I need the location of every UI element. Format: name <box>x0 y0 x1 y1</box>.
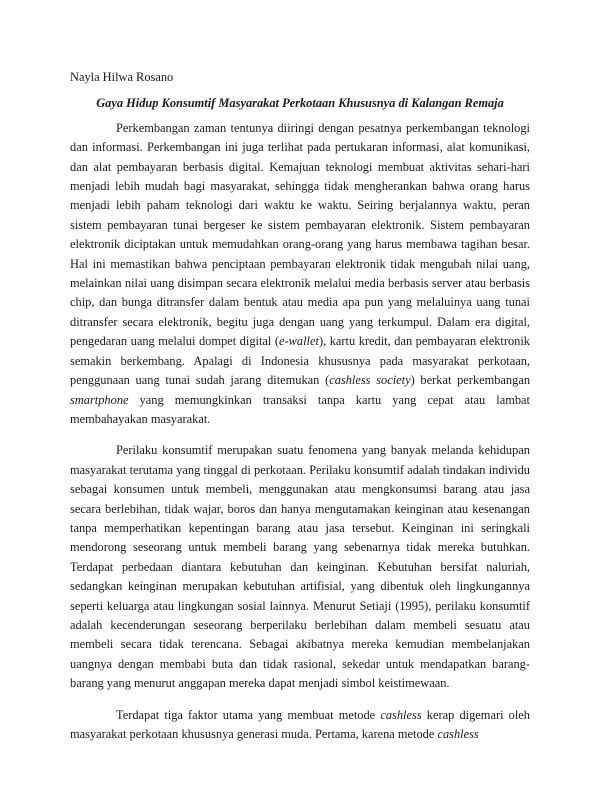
text-segment: kerap digemari oleh masyarakat perkotaan khususnya generasi muda. Pertama, karena metode <box>70 707 531 741</box>
text-segment: Perkembangan zaman tentunya diiringi dengan pesatnya perkembangan teknologi dan informasi. Perkembangan ini juga terlihat pada pertukaran informasi, alat komunikasi, dan alat pembayaran berbasis digital. Kemajuan teknologi membuat aktivitas sehari-hari menjadi lebih mudah bagi masyarakat, sehingga tidak mengherankan bahwa orang harus menjadi lebih paham teknologi dari waktu ke waktu. Seiring berjalannya waktu, peran sistem pembayaran tunai bergeser ke sistem pembayaran elektronik. Sistem pembayaran elektronik diciptakan untuk memudahkan orang-orang yang harus membawa tagihan besar. Hal ini memastikan bahwa penciptaan pembayaran elektronik tidak mengubah nilai uang, melainkan nilai uang disimpan secara elektronik melalui media berbasis server atau berbasis chip, dan bunga ditransfer dalam bentuk atau media apa pun yang melaluinya uang tunai ditransfer secara elektronik, begitu juga dengan uang yang terkumpul. Dalam era digital, pengedaran uang melalui dompet digital ( <box>70 120 530 349</box>
document-body <box>70 119 530 745</box>
italic-term: e-wallet <box>279 334 319 349</box>
italic-term: cashless society <box>329 373 411 388</box>
text-segment: ) berkat perkembangan <box>410 373 531 388</box>
paragraph <box>70 119 530 430</box>
author-name: Nayla Hilwa Rosano <box>70 70 174 84</box>
paragraph <box>70 706 530 745</box>
italic-term: cashless <box>437 727 479 741</box>
text-segment: ), kartu kredit, dan pembayaran elektronik semakin berkembang. Apalagi di Indonesia khususnya pada masyarakat perkotaan, penggunaan uang tunai sudah jarang ditemukan ( <box>70 334 530 388</box>
text-segment: yang memungkinkan transaksi tanpa kartu yang cepat atau lambat membahayakan masyarakat. <box>70 392 530 426</box>
paragraph <box>70 441 530 693</box>
document-title: Gaya Hidup Konsumtif Masyarakat Perkotaan Khususnya di Kalangan Remaja <box>96 96 504 111</box>
italic-term: cashless <box>380 707 422 722</box>
italic-term: smartphone <box>70 392 129 407</box>
text-segment: Terdapat tiga faktor utama yang membuat metode <box>116 707 381 722</box>
text-segment: Perilaku konsumtif merupakan suatu fenomena yang banyak melanda kehidupan masyarakat terutama yang tinggal di perkotaan. Perilaku konsumtif adalah tindakan individu sebagai konsumen untuk membeli, menggunakan atau mengkonsumsi barang atau jasa secara berlebihan, tidak wajar, boros dan hanya mengutamakan keinginan atau kesenangan tanpa memperhatikan kepentingan barang atau jasa tersebut. Keinginan ini seringkali mendorong seseorang untuk membeli barang yang sebenarnya tidak mereka butuhkan. Terdapat perbedaan diantara kebutuhan dan keinginan. Kebutuhan bersifat naluriah, sedangkan keinginan merupakan kebutuhan artifisial, yang dibentuk oleh lingkungannya seperti keluarga atau lingkungan sosial lainnya. Menurut Setiaji (1995), perilaku konsumtif adalah kecenderungan seseorang berperilaku berlebihan dalam membeli sesuatu atau membeli secara tidak terencana. Sebagai akibatnya mereka kemudian membelanjakan uangnya dengan membabi buta dan tidak rasional, sekedar untuk mendapatkan barang-barang yang menurut anggapan mereka dapat menjadi simbol keistimewaan. <box>70 443 530 691</box>
